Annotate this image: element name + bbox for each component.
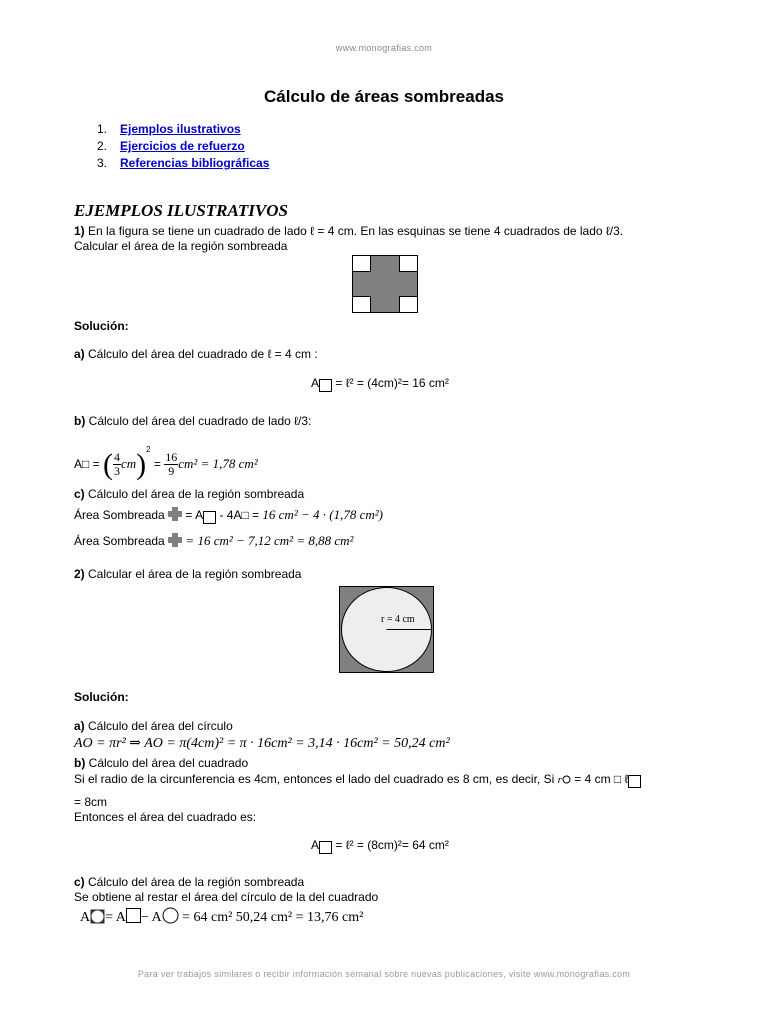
ex1-a-formula-prefix: A xyxy=(311,376,320,390)
ex2-b-line2: = 8cm xyxy=(74,795,108,809)
ex1-b-frac2-num: 16 xyxy=(165,450,178,465)
square-icon xyxy=(319,841,332,854)
ex1-corner-square xyxy=(353,256,371,272)
ex1-c-line2-label: Área Sombreada xyxy=(74,534,165,548)
ex1-corner-square xyxy=(400,297,418,313)
ex1-c-line1-formula: 16 cm² − 4 · (1,78 cm²) xyxy=(262,507,383,522)
shaded-square-circle-icon xyxy=(90,909,105,924)
ex2-statement xyxy=(74,567,301,582)
ex2-a-label: a) xyxy=(74,719,85,733)
ex1-c-line1-mid2: - 4A□ = xyxy=(219,508,260,522)
toc-number: 2. xyxy=(97,139,108,153)
ex1-b-text: Cálculo del área del cuadrado de lado ℓ/3: xyxy=(88,414,312,428)
ex1-a-label: a) xyxy=(74,347,85,361)
ex2-part-c xyxy=(74,875,304,890)
ex2-c-formula-eq1: = A xyxy=(105,910,126,925)
ex1-part-b xyxy=(74,414,311,429)
ex1-a-text: Cálculo del área del cuadrado de ℓ = 4 cm : xyxy=(88,347,318,361)
ex1-c-line2 xyxy=(74,533,353,549)
ex2-statement-text: Calcular el área de la región sombreada xyxy=(88,567,302,581)
ex1-b-frac1-den: 3 xyxy=(113,464,120,479)
toc-link-ejercicios[interactable]: Ejercicios de refuerzo xyxy=(120,139,245,153)
ex1-solution-label: Solución: xyxy=(74,319,129,333)
toc-item-2 xyxy=(97,139,397,155)
ex1-b-label: b) xyxy=(74,414,86,428)
ex2-b-line1-text: Si el radio de la circunferencia es 4cm, entonces el lado del cuadrado es 8 cm, es decir, Si xyxy=(74,772,555,786)
ex1-c-line1 xyxy=(74,507,383,524)
ex2-part-b xyxy=(74,756,248,771)
ex2-number: 2) xyxy=(74,567,85,581)
square-icon xyxy=(319,379,332,392)
ex1-c-label: c) xyxy=(74,487,85,501)
ex1-c-text: Cálculo del área de la región sombreada xyxy=(88,487,305,501)
ex2-c-line2: Se obtiene al restar el área del círculo de la del cuadrado xyxy=(74,890,379,904)
ex2-c-label: c) xyxy=(74,875,85,889)
ex2-a-text: Cálculo del área del círculo xyxy=(88,719,233,733)
shaded-cross-icon xyxy=(168,507,182,521)
ex2-b-line1 xyxy=(74,772,641,788)
ex1-b-prefix: A□ = xyxy=(74,457,100,471)
ex1-c-line1-label: Área Sombreada xyxy=(74,508,165,522)
ex1-b-eq: = xyxy=(153,457,161,471)
ex1-a-formula xyxy=(311,376,449,392)
ex1-b-frac2-den: 9 xyxy=(168,464,175,479)
ex2-b-formula-rest: = ℓ² = (8cm)²= 64 cm² xyxy=(335,838,449,852)
ex1-b-result: cm² = 1,78 cm² xyxy=(178,456,258,471)
ex2-c-formula-rest: = 64 cm² 50,24 cm² = 13,76 cm² xyxy=(182,910,364,925)
circle-icon xyxy=(162,907,179,924)
ex2-solution-label: Solución: xyxy=(74,690,129,704)
ex1-statement-2: Calcular el área de la región sombreada xyxy=(74,239,288,253)
ex2-c-formula-minus: − A xyxy=(140,910,162,925)
square-icon xyxy=(126,908,141,923)
ex2-b-text: Cálculo del área del cuadrado xyxy=(88,756,249,770)
radius-symbol: r xyxy=(557,774,562,786)
ex2-b-line3: Entonces el área del cuadrado es: xyxy=(74,810,257,824)
square-icon xyxy=(628,775,641,788)
toc-number: 1. xyxy=(97,122,108,136)
page-footer: Para ver trabajos similares o recibir información semanal sobre nuevas publicaciones, visite www.monografias.com xyxy=(137,969,631,979)
ex1-number: 1) xyxy=(74,224,85,238)
ex1-b-frac1-num: 4 xyxy=(113,450,120,465)
ex2-a-formula: AO = πr² ⇒ AO = π(4cm)² = π · 16cm² = 3,14 · 16cm² = 50,24 cm² xyxy=(74,736,450,751)
toc-link-referencias[interactable]: Referencias bibliográficas xyxy=(120,156,270,170)
ex1-a-formula-rest: = ℓ² = (4cm)²= 16 cm² xyxy=(335,376,449,390)
square-icon xyxy=(203,511,216,524)
ex1-b-unit: cm xyxy=(120,456,137,471)
toc-item-1 xyxy=(97,122,397,138)
ex1-c-line2-formula: = 16 cm² − 7,12 cm² = 8,88 cm² xyxy=(185,533,354,548)
ex2-part-a xyxy=(74,719,233,734)
ex1-part-c xyxy=(74,487,304,502)
ex1-statement xyxy=(74,224,623,239)
toc-number: 3. xyxy=(97,156,108,170)
ex2-radius-label: r = 4 cm xyxy=(381,614,415,625)
ex1-corner-square xyxy=(400,256,418,272)
ex2-c-formula xyxy=(80,907,363,926)
circle-icon xyxy=(562,775,571,784)
ex1-statement-text: En la figura se tiene un cuadrado de lado ℓ = 4 cm. En las esquinas se tiene 4 cuadrados de lado ℓ/3. xyxy=(88,224,624,238)
ex1-figure xyxy=(352,255,418,313)
ex2-b-formula-prefix: A xyxy=(311,838,320,852)
ex1-part-a xyxy=(74,347,318,362)
ex1-b-exp: 2 xyxy=(146,445,151,454)
ex1-corner-square xyxy=(353,297,371,313)
ex2-b-label: b) xyxy=(74,756,86,770)
ex1-b-formula: A□ = ( $\frac{4}{3}$ cm)$^2$ = $\frac{16}{9}$ cm² = 1,78 cm² xyxy=(74,445,258,481)
toc-link-ejemplos[interactable]: Ejemplos ilustrativos xyxy=(120,122,241,136)
toc-item-3 xyxy=(97,156,397,172)
ex2-b-line1-tail: = 4 cm □ ℓ xyxy=(574,772,629,786)
ex2-c-text: Cálculo del área de la región sombreada xyxy=(88,875,305,889)
page-title: Cálculo de áreas sombreadas xyxy=(263,87,504,106)
site-header: www.monografias.com xyxy=(335,43,433,53)
ex2-b-formula xyxy=(311,838,449,854)
ex1-c-line1-mid: = A xyxy=(185,508,204,522)
section-heading: EJEMPLOS ILUSTRATIVOS xyxy=(74,201,288,220)
ex2-figure xyxy=(339,586,434,673)
ex2-c-formula-a: A xyxy=(80,910,91,925)
shaded-cross-icon xyxy=(168,533,182,547)
